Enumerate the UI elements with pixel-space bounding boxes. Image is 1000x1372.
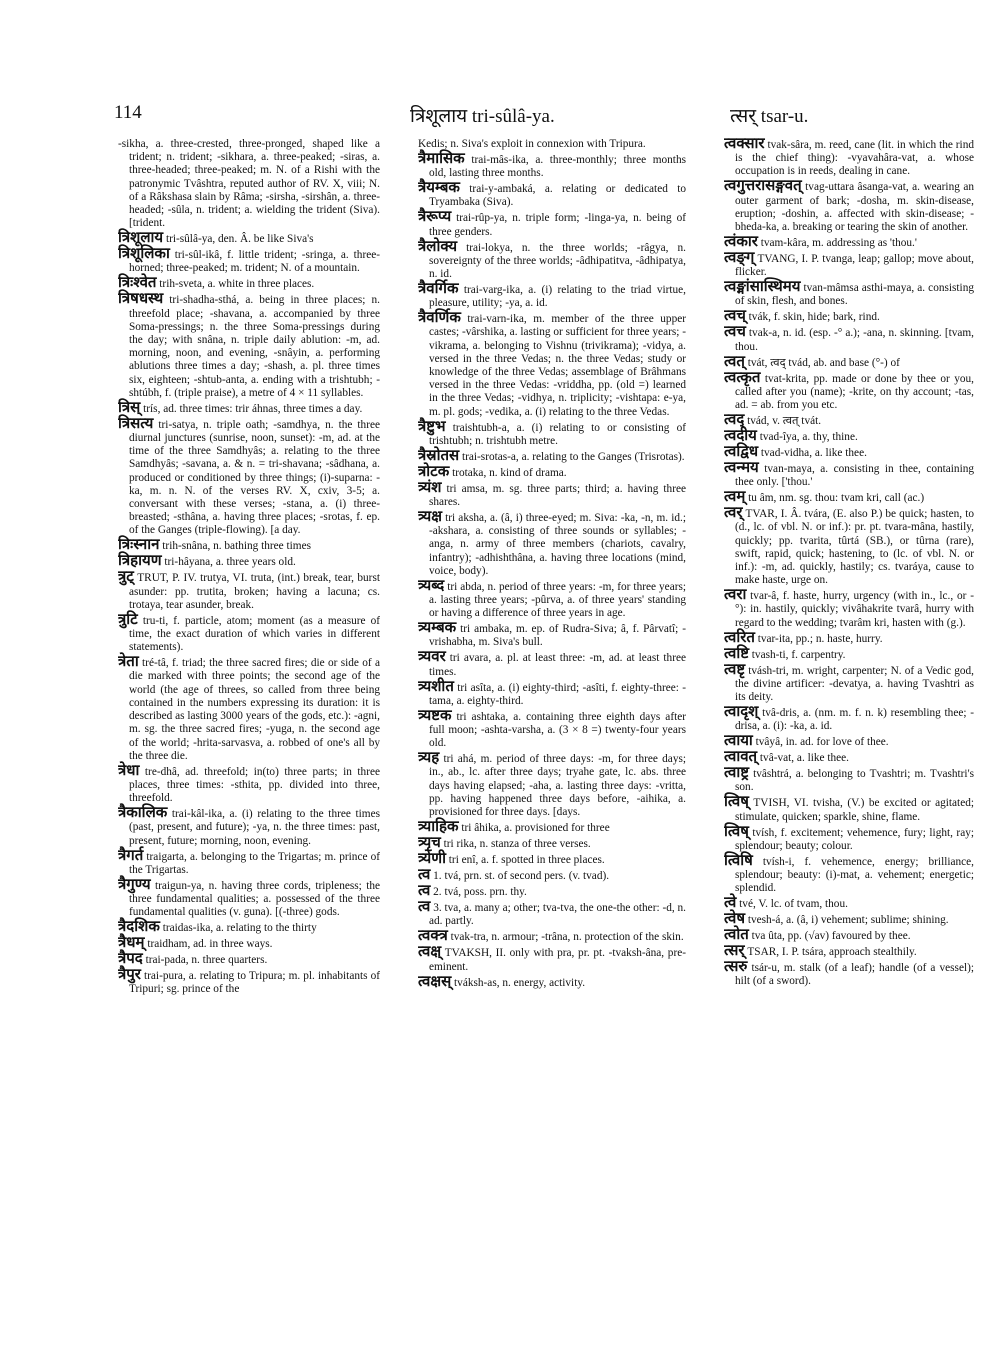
entry-definition: tvam-kâra, m. addressing as 'thou.' <box>760 237 917 250</box>
entry-definition: -sikha, a. three-crested, three-pronged, shaped like a trident; n. trident; -sikhara, a. three-peaked; -siras, a. three-headed; three-peaked; m. N. of a Rishi with the patronymic Tvâshtra, reputed author of RV. X, viii; N. of a Râkshasa slain by Râma; -sirsha, -sirshân, a. three-headed; -sûla, n. trident; a. wielding the trident (Siva). [trident. <box>118 138 380 230</box>
entry-definition: trai-mâs-ika, a. three-monthly; three months old, lasting three months. <box>429 154 686 180</box>
entry-definition: traigarta, a. belonging to the Trigartas; m. prince of the Trigartas. <box>129 850 380 876</box>
dictionary-entry <box>724 823 974 853</box>
headword: त्रिःश्वेत <box>118 275 157 292</box>
headword: त्रिशूलाय <box>118 230 164 247</box>
entry-definition: TSAR, I. P. tsára, approach stealthily. <box>747 946 917 959</box>
headword: त्व <box>418 899 431 916</box>
dictionary-entry <box>418 138 686 151</box>
dictionary-entry <box>724 961 974 988</box>
headword: त्रैपुर <box>118 967 141 984</box>
dictionary-entry <box>118 555 380 569</box>
dictionary-entry <box>418 821 686 835</box>
dictionary-entry <box>118 847 380 877</box>
dictionary-entry <box>418 511 686 578</box>
entry-definition: tvâ-vat, a. like thee. <box>759 752 850 765</box>
dictionary-entry <box>724 629 974 646</box>
entry-definition: tvat-krita, pp. made or done by thee or you, called after you (name); -krite, on thy account; -tas, ad. = ab. from you etc. <box>735 372 974 412</box>
headword: त्वाष्ट्र <box>724 765 749 782</box>
entry-definition: tri abda, n. period of three years: -m, for three years; a. lasting three years; -pûrva, a. of three years' standing or having a difference of three years in age. <box>429 580 686 620</box>
headword: त्रिसत्य <box>118 415 154 432</box>
dictionary-entry <box>724 281 974 308</box>
dictionary-entry <box>724 706 974 733</box>
dictionary-entry <box>418 463 686 480</box>
entry-definition: tvak-sâra, m. reed, cane (lit. in which the rind is the chief thing): -vyavahâra-vat, a. whose occupation is in reeds, dealing in cane. <box>735 139 974 178</box>
headword: त्वष्टृ <box>724 661 746 678</box>
headword: त्र्यह <box>418 750 440 767</box>
headword: त्वक्ष् <box>418 944 442 961</box>
dictionary-entry <box>118 293 380 400</box>
headword: त्रैगुण्य <box>118 876 151 893</box>
entry-definition: tri enî, a. f. spotted in three places. <box>448 854 605 867</box>
entry-definition: tvag-uttara âsanga-vat, a. wearing an outer garment of bark; -dosha, m. skin-disease, eruption; -doshin, a. affected with skin-disease; -bheda-ka, a. breaking or tearing the skin of another. <box>735 181 974 234</box>
headword: त्र्यवर <box>418 649 446 666</box>
headword: त्वक्सार <box>724 138 765 152</box>
entry-definition: tri âhika, a. provisioned for three <box>461 822 610 835</box>
headword: त्रेधा <box>118 762 140 779</box>
entry-definition: tvâshtrá, a. belonging to Tvashtri; m. Tvashtri's son. <box>735 768 974 794</box>
dictionary-entry <box>418 678 686 708</box>
entry-definition: tvásh-tri, m. wright, carpenter; N. of a Vedic god, the divine artificer: -devatya, a. having Tvashtri as its deity. <box>735 664 974 704</box>
dictionary-entry <box>724 796 974 823</box>
dictionary-entry <box>118 656 380 763</box>
dictionary-entry <box>724 945 974 959</box>
headword: त्रिःस्नान <box>118 537 160 554</box>
entry-definition: trotaka, n. kind of drama. <box>452 466 567 479</box>
headword: त्वन्मय <box>724 460 759 477</box>
dictionary-entry <box>118 232 380 246</box>
entry-definition: tri ambaka, m. ep. of Rudra-Siva; â, f. Pârvatî; -vrishabha, m. Siva's bull. <box>429 623 686 649</box>
entry-definition: trai-lokya, n. the three worlds; -râgya, n. sovereignty of the three worlds; -âdhipatitva, -âdhipatya, n. id. <box>429 241 686 281</box>
headword: त्रैष्टुभ <box>418 418 446 435</box>
entry-definition: 3. tva, a. many a; other; tva-tva, the one-the other: -d, n. ad. partly. <box>429 902 686 928</box>
entry-definition: TVAKSH, II. only with pra, pr. pt. -tvaksh-âna, pre-eminent. <box>429 947 686 973</box>
entry-definition: tri amsa, m. sg. three parts; third; a. having three shares. <box>429 482 686 509</box>
entry-definition: trai-pura, a. relating to Tripura; m. pl. inhabitants of Tripuri; sg. prince of the <box>129 970 380 996</box>
entry-definition: tvan-maya, a. consisting in thee, containing thee only. ['thou.' <box>735 463 974 489</box>
headword: त्वरा <box>724 587 747 604</box>
headword: त्व <box>418 867 431 884</box>
dictionary-entry <box>418 577 686 621</box>
entry-definition: TVISH, VI. tvisha, (V.) be excited or agitated; stimulate, quicken; sparkle, shine, flame. <box>735 797 974 823</box>
dictionary-entry <box>418 479 686 509</box>
dictionary-entry <box>118 138 380 230</box>
dictionary-entry <box>418 853 686 867</box>
dictionary-entry <box>418 622 686 649</box>
headword: त्वगुत्तरासङ्गवत् <box>724 178 802 195</box>
dictionary-entry <box>418 885 686 899</box>
dictionary-entry <box>118 571 380 612</box>
dictionary-entry <box>418 869 686 883</box>
dictionary-entry <box>724 929 974 943</box>
entry-definition: trai-rûp-ya, n. triple form; -linga-ya, n. being of three genders. <box>429 212 686 238</box>
dictionary-entry <box>418 837 686 851</box>
dictionary-entry <box>118 953 380 967</box>
entry-definition: trai-y-ambaká, a. relating or dedicated to Tryambaka (Siva). <box>429 183 686 209</box>
entry-definition: tsár-u, m. stalk (of a leaf); handle (of a vessel); hilt (of a sword). <box>735 962 974 988</box>
entry-definition: tri avara, a. pl. at least three: -m, ad. at least three times. <box>429 652 686 678</box>
headword: त्विष् <box>724 794 749 811</box>
headword: त्व <box>418 883 431 900</box>
headword: त्रिहायण <box>118 553 162 570</box>
headword: त्वत् <box>724 353 745 370</box>
page-number: 114 <box>114 102 142 123</box>
entry-definition: tri ashtaka, a. containing three eighth days after full moon; -ashta-varsha, a. (3 × 8 =) twenty-four years old. <box>429 710 686 750</box>
dictionary-entry <box>118 921 380 935</box>
dictionary-entry <box>724 645 974 662</box>
entry-definition: trai-varg-ika, a. (i) relating to the triad virtue, pleasure, utility; -ya, a. id. <box>429 284 686 310</box>
dictionary-entry <box>724 661 974 705</box>
headword: त्वङ्मांसास्थिमय <box>724 279 801 296</box>
headword: त्रैस्रोतस <box>418 447 460 464</box>
dictionary-entry <box>724 369 974 413</box>
dictionary-entry <box>418 238 686 282</box>
dictionary-entry <box>418 901 686 928</box>
headword: त्वाया <box>724 733 753 750</box>
headword: त्वक्त्र <box>418 928 448 945</box>
headword: त्वदीय <box>724 428 757 445</box>
headword: त्रैधम् <box>118 935 145 952</box>
headword: त्वे <box>724 895 737 912</box>
headword: त्र्येणी <box>418 851 446 868</box>
dictionary-entry <box>418 707 686 751</box>
headword: त्वर् <box>724 505 743 522</box>
entry-definition: tvak-a, n. id. (esp. -° a.); -ana, n. skinning. [tvam, thou. <box>735 327 974 353</box>
headword: त्रैकालिक <box>118 805 168 822</box>
entry-definition: tré-tâ, f. triad; the three sacred fires; die or side of a die marked with three points; the second age of the world (the age of threes, so called from three being contained in the numbers expressing its duration: it is described as lasting 3000 years of the gods, etc.): -agni, m. sg. the three sacred fires; -yuga, n. the second age of the world; -hrita-sarvasva, a. robbed of one's all by the three die. <box>129 657 380 762</box>
column-middle <box>418 138 686 1288</box>
headword: त्रैदशिक <box>118 919 160 936</box>
entry-definition: trai-pada, n. three quarters. <box>145 954 268 967</box>
headword: त्वच <box>724 324 746 341</box>
dictionary-entry <box>724 310 974 324</box>
headword: त्वक्षस् <box>418 973 452 990</box>
entry-definition: tvan-mâmsa asthi-maya, a. consisting of skin, flesh, and bones. <box>735 282 974 308</box>
dictionary-entry <box>724 852 974 896</box>
dictionary-entry <box>724 897 974 911</box>
headword: त्र्यृच <box>418 835 441 852</box>
entry-definition: tva ûta, pp. (√av) favoured by thee. <box>751 930 911 943</box>
dictionary-entry <box>118 539 380 553</box>
dictionary-entry <box>724 491 974 505</box>
entry-definition: TRUT, P. IV. trutya, VI. truta, (int.) break, tear, burst asunder: pp. trutita, broken; having a lacuna; cs. trotaya, tear asunder, break. <box>129 572 380 611</box>
entry-definition: TVAR, I. Â. tvára, (E. also P.) be quick; hasten, to (d., lc. of vbl. N. or inf.): pr. pt. tvara-mâna, hastily, quickly; pp. tvarita, tûrtá (SB.), or tûrna (rare), swift, rapid, quick; hastening, to (lc. of vbl. N. or inf.): -m, ad. quickly, hastily; cs. tvaráya, cause to make haste, urge on. <box>735 508 974 587</box>
headword: त्र्यक्ष <box>418 509 442 526</box>
entry-definition: trih-sveta, a. white in three places. <box>159 278 315 291</box>
headword: त्रैमासिक <box>418 151 465 167</box>
dictionary-entry <box>118 876 380 920</box>
entry-definition: tru-ti, f. particle, atom; moment (as a measure of time, the exact duration of which varies in different statements). <box>129 614 380 654</box>
dictionary-entry <box>724 414 974 428</box>
headword: त्वच् <box>724 308 746 325</box>
entry-definition: 2. tvá, poss. prn. thy. <box>433 886 527 899</box>
headword: त्विषि <box>724 852 753 869</box>
entry-definition: tvát, त्वद् tvád, ab. and base (°-) of <box>747 356 900 369</box>
entry-definition: traidham, ad. in three ways. <box>147 938 273 951</box>
headword: त्वङ्ग् <box>724 250 755 267</box>
dictionary-entry <box>724 507 974 587</box>
headword: त्र्यष्टक <box>418 707 452 724</box>
entry-definition: tvák, f. skin, hide; bark, rind. <box>748 311 880 324</box>
entry-definition: Kedis; n. Siva's exploit in connexion with Tripura. <box>418 138 646 150</box>
headword: त्र्याहिक <box>418 819 459 836</box>
entry-definition: tri asîta, a. (i) eighty-third; -asîti, f. eighty-three: -tama, a. eighty-third. <box>429 681 686 707</box>
dictionary-entry <box>418 418 686 448</box>
entry-definition: tvad-îya, a. thy, thine. <box>759 431 858 444</box>
entry-definition: 1. tvá, prn. st. of second pers. (v. tvad). <box>433 870 610 883</box>
entry-definition: tre-dhâ, ad. threefold; in(to) three parts; in three places, three times: -sthita, pp. divided into three, threefold. <box>129 765 380 805</box>
headword: त्वंकार <box>724 234 758 251</box>
headword: त्रिशूलिका <box>118 246 170 263</box>
headword: त्वेष <box>724 911 745 928</box>
headword: त्रैवर्गिक <box>418 281 459 298</box>
entry-definition: tri ahá, m. period of three days: -m, for three days; in., ab., lc. after three days; tryahe gate, lc. abs. three days having elapsed; -aha, a. lasting three days: -vritta, pp. having happened three days before, -aihika, a. provisioned for three days. [days. <box>429 753 686 819</box>
entry-definition: tvád, v. त्वत् tvát. <box>747 415 822 428</box>
entry-definition: tu âm, nm. sg. thou: tvam kri, call (ac.) <box>748 492 925 505</box>
dictionary-entry <box>418 312 686 419</box>
dictionary-entry <box>118 969 380 996</box>
dictionary-entry <box>724 767 974 794</box>
dictionary-entry <box>118 762 380 806</box>
dictionary-entry <box>118 415 380 538</box>
headword: त्वादृश् <box>724 704 759 721</box>
headword: त्सर् <box>724 943 745 960</box>
headword: त्र्यम्बक <box>418 620 457 637</box>
entry-definition: trai-srotas-a, a. relating to the Ganges (Trisrotas). <box>461 450 685 463</box>
entry-definition: trís, ad. three times: trir áhnas, three times a day. <box>143 402 363 415</box>
dictionary-entry <box>724 180 974 234</box>
dictionary-entry <box>724 751 974 765</box>
page-header <box>110 100 890 130</box>
dictionary-entry <box>418 211 686 238</box>
dictionary-entry <box>724 236 974 250</box>
dictionary-entry <box>418 651 686 678</box>
dictionary-entry <box>118 937 380 951</box>
entry-definition: tvak-tra, n. armour; -trâna, n. protection of the skin. <box>450 931 684 944</box>
dictionary-entry <box>724 589 974 630</box>
dictionary-entry <box>418 447 686 464</box>
headword: त्रोटक <box>418 463 450 480</box>
guide-word-left: त्रिशूलाय tri-sûlâ-ya. <box>410 106 555 127</box>
entry-definition: trih-snâna, n. bathing three times <box>162 540 311 553</box>
headword: त्र्यंश <box>418 479 442 496</box>
entry-definition: tvé, V. lc. of tvam, thou. <box>739 898 848 911</box>
entry-definition: tvar-â, f. haste, hurry, urgency (with in., lc., or -°): in. hastily, quickly; vivâhakrite tvarâ, hurry with regard to the wedding; tvarâm kri, hasten with (g.). <box>735 590 974 629</box>
dictionary-entry <box>724 462 974 489</box>
entry-definition: traigun-ya, n. having three cords, tripleness; the three fundamental qualities; a. possessed of the three fundamental qualities (v. guna). [(-three) gods. <box>129 879 380 919</box>
dictionary-entry <box>724 252 974 279</box>
dictionary-entry <box>418 283 686 310</box>
headword: त्सरु <box>724 959 748 976</box>
dictionary-entry <box>118 277 380 291</box>
entry-definition: trai-kâl-ika, a. (i) relating to the three times (past, present, and future); -ya, n. the three times: past, present, future; morning, noon, evening. <box>129 808 380 847</box>
entry-definition: tvar-ita, pp.; n. haste, hurry. <box>757 632 883 645</box>
dictionary-entry <box>418 153 686 180</box>
column-left <box>118 138 380 1288</box>
dictionary-entry <box>418 182 686 209</box>
headword: त्रैरूप्य <box>418 209 452 226</box>
dictionary-entry <box>724 913 974 927</box>
dictionary-entry <box>418 973 686 990</box>
guide-word-right: त्सर् tsar-u. <box>730 106 809 127</box>
entry-definition: tvâ-dris, a. (nm. m. f. n. k) resembling thee; -drisa, a. (i): -ka, a. id. <box>735 707 974 733</box>
entry-definition: TVANG, I. P. tvanga, leap; gallop; move about, flicker. <box>735 253 974 279</box>
dictionary-entry <box>724 735 974 749</box>
headword: त्रैवर्णिक <box>418 310 461 327</box>
dictionary-entry <box>724 446 974 460</box>
headword: त्वोत <box>724 927 749 944</box>
headword: त्वत्कृत <box>724 369 761 386</box>
headword: त्रैयम्बक <box>418 180 460 197</box>
dictionary-entry <box>118 399 380 416</box>
entry-definition: tvad-vidha, a. like thee. <box>760 447 867 460</box>
headword: त्रिस् <box>118 399 141 416</box>
headword: त्वम् <box>724 489 746 506</box>
entry-definition: tvesh-á, a. (â, i) vehement; sublime; shining. <box>747 914 949 927</box>
entry-definition: tvâyâ, in. ad. for love of thee. <box>755 736 889 749</box>
dictionary-entry <box>724 138 974 179</box>
headword: त्विष् <box>724 823 749 840</box>
entry-definition: tri-satya, n. triple oath; -samdhya, n. the three diurnal junctures (sunrise, noon, sunset): -m, ad. at the time of the three Samdhyâs; a. relating to the three Samdhyâs; -savana, a. & n. = tri-shavana; -sâdhana, a. produced or conditioned by three things; (i)-suparna: -ka, m. n. N. of the verses RV. X, cxiv, 3-5; a. conversant with these verses; -stana, a. (i) three-breasted; -sthâna, a. having three places; -srotas, f. ep. of the Ganges (triple-flowing). [a day. <box>129 418 380 537</box>
dictionary-entry <box>724 353 974 370</box>
dictionary-entry <box>118 807 380 848</box>
dictionary-entry <box>418 930 686 944</box>
entry-definition: tri-hâyana, a. three years old. <box>164 556 296 569</box>
headword: त्वरित <box>724 629 755 646</box>
dictionary-entry <box>418 752 686 819</box>
headword: त्रैगर्त <box>118 847 144 864</box>
headword: त्रेता <box>118 654 139 671</box>
entry-definition: tváksh-as, n. energy, activity. <box>454 976 586 989</box>
headword: त्रुट् <box>118 569 134 586</box>
dictionary-entry <box>118 248 380 275</box>
headword: त्रुटि <box>118 611 138 628</box>
entry-definition: traidas-ika, a. relating to the thirty <box>162 922 317 935</box>
headword: त्वावत् <box>724 749 758 766</box>
headword: त्रैलोक्य <box>418 238 458 255</box>
entry-definition: tvash-ti, f. carpentry. <box>751 648 846 661</box>
headword: त्रैपद <box>118 951 143 968</box>
entry-definition: tri rika, n. stanza of three verses. <box>443 838 591 851</box>
headword: त्रिषधस्थ <box>118 291 164 308</box>
headword: त्र्यब्द <box>418 577 445 594</box>
dictionary-entry <box>724 326 974 353</box>
headword: त्वद् <box>724 412 745 429</box>
entry-definition: tri-sûl-ikâ, f. little trident; -sringa, a. three-horned; three-peaked; m. trident; N. of a mountain. <box>129 249 380 275</box>
entry-definition: tri aksha, a. (â, i) three-eyed; m. Siva: -ka, -n, m. id.; -akshara, a. consisting of three sounds or syllables; -anga, n. army of three members (chariots, cavalry, infantry); -adhishthâna, a. having three locations (mind, voice, body). <box>429 512 686 577</box>
entry-definition: tvísh-i, f. vehemence, energy; brilliance, splendour; beauty: (i)-mat, a. vehement; energetic; splendid. <box>735 855 974 895</box>
dictionary-entry <box>724 430 974 444</box>
column-right <box>724 138 974 1288</box>
dictionary-entry <box>118 611 380 655</box>
entry-definition: traishtubh-a, a. (i) relating to or consisting of trishtubh; n. trishtubh metre. <box>429 421 686 447</box>
entry-definition: tri-sûlâ-ya, den. Â. be like Siva's <box>165 233 314 246</box>
dictionary-entry <box>418 946 686 973</box>
headword: त्वद्विध <box>724 444 759 461</box>
headword: त्वष्टि <box>724 645 749 662</box>
entry-definition: trai-varn-ika, m. member of the three upper castes; -vârshika, a. lasting or sufficient for three years; -vikrama, a. belonging to Vishnu (trivikrama); -vidya, a. versed in the three Vedas; n. the three Vedas; study or knowledge of the three Vedas; assemblage of Brâhmans versed in the three Vedas: -vriddha, pp. (old =) learned in the three Vedas; -vidhya, n. triplicity; -vishtapa: e-ya, m. pl. gods; -vedika, a. (i) relating to the three Vedas. <box>429 313 686 418</box>
entry-definition: tri-shadha-sthá, a. being in three places; n. threefold place; -shavana, a. accompanied by three Soma-pressings; n. the three Soma-pressings during the day; with snâna, n. triple daily ablution: -m, ad. morning, noon, and evening, -snâyin, a. performing ablutions three times a day; -shash, a. pl. three times six, eighteen; -shtub-anta, a. ending with a trishtubh; -shtúbh, f. (triple praise), a metre of 4 × 11 syllables. <box>129 294 380 399</box>
headword: त्र्यशीत <box>418 678 454 695</box>
entry-definition: tvísh, f. excitement; vehemence, fury; light, ray; splendour; beauty; colour. <box>735 826 974 852</box>
